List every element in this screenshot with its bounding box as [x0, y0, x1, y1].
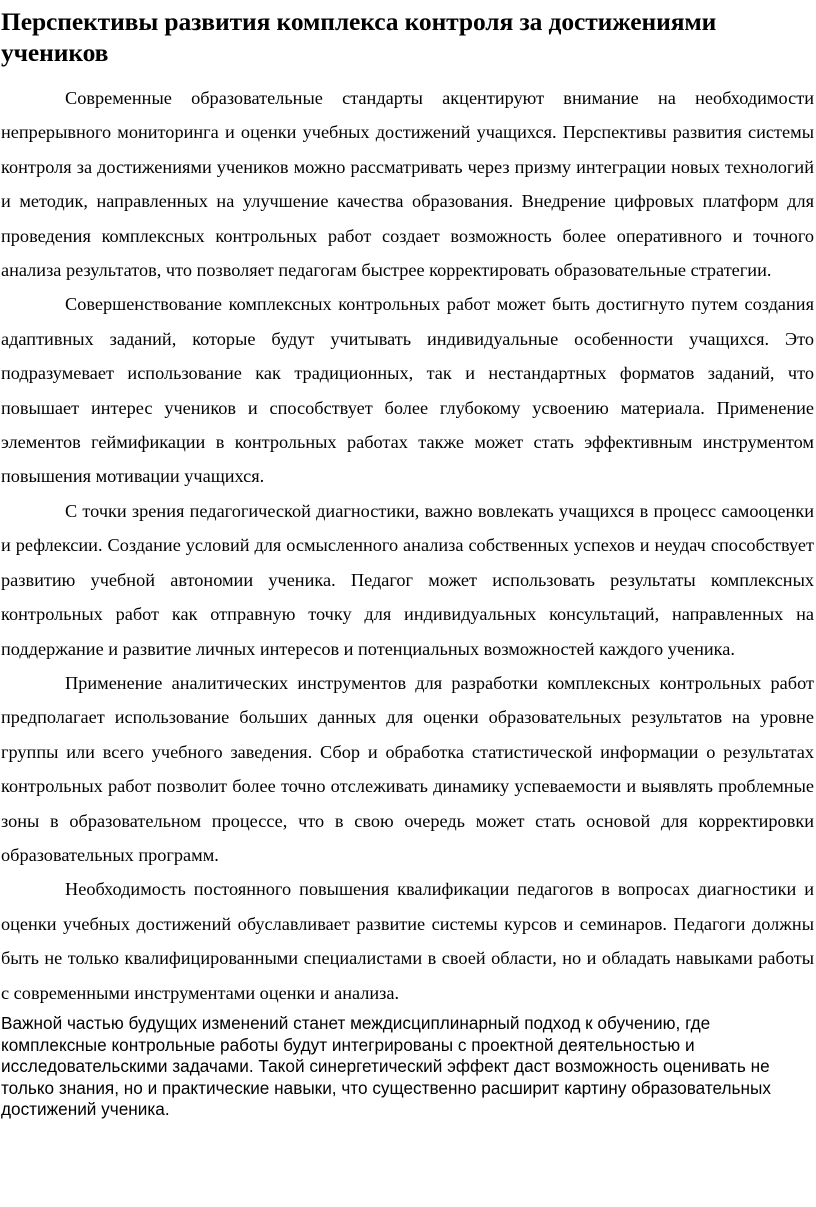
paragraph-self-assessment: С точки зрения педагогической диагностики, важно вовлекать учащихся в процесс самооценки и рефлексии. Создание условий для осмысленного анализа собственных успехов и неудач способствует развитию учебной автономии ученика. Педагог может использовать результаты комплексных контрольных работ как отправную точку для индивидуальных консультаций, направленных на поддержание и развитие личных интересов и потенциальных возможностей каждого ученика. [1, 500, 814, 659]
paragraph-qualification: Необходимость постоянного повышения квалификации педагогов в вопросах диагностики и оценки учебных достижений обуславливает развитие системы курсов и семинаров. Педагоги должны быть не только квалифицированными специалистами в своей области, но и обладать навыками работы с современными инструментами оценки и анализа. [1, 879, 814, 1003]
paragraph-analytics: Применение аналитических инструментов для разработки комплексных контрольных работ предполагает использование больших данных для оценки образовательных результатов на уровне группы или всего учебного заведения. Сбор и обработка статистической информации о результатах контрольных работ позволит более точно отслеживать динамику успеваемости и выявлять проблемные зоны в образовательном процессе, что в свою очередь может стать основой для корректировки образовательных программ. [1, 672, 814, 865]
paragraph-adaptive-tasks: Совершенствование комплексных контрольных работ может быть достигнуто путем создания адаптивных заданий, которые будут учитывать индивидуальные особенности учащихся. Это подразумевает использование как традиционных, так и нестандартных форматов заданий, что повышает интерес учеников и способствует более глубокому усвоению материала. Применение элементов геймификации в контрольных работах также может стать эффективным инструментом повышения мотивации учащихся. [1, 294, 814, 487]
paragraph-intro: Современные образовательные стандарты акцентируют внимание на необходимости непрерывного мониторинга и оценки учебных достижений учащихся. Перспективы развития системы контроля за достижениями учеников можно рассматривать через призму интеграции новых технологий и методик, направленных на улучшение качества образования. Внедрение цифровых платформ для проведения комплексных контрольных работ создает возможность более оперативного и точного анализа результатов, что позволяет педагогам быстрее корректировать образовательные стратегии. [1, 88, 814, 281]
document-title: Перспективы развития комплекса контроля за достижениями учеников [1, 7, 717, 67]
paragraph-interdisciplinary: Важной частью будущих изменений станет междисциплинарный подход к обучению, где комплексные контрольные работы будут интегрированы с проектной деятельностью и исследовательскими задачами. Такой синергетический эффект даст возможность оценивать не только знания, но и практические навыки, что существенно расширит картину образовательных достижений ученика. [1, 1012, 771, 1120]
